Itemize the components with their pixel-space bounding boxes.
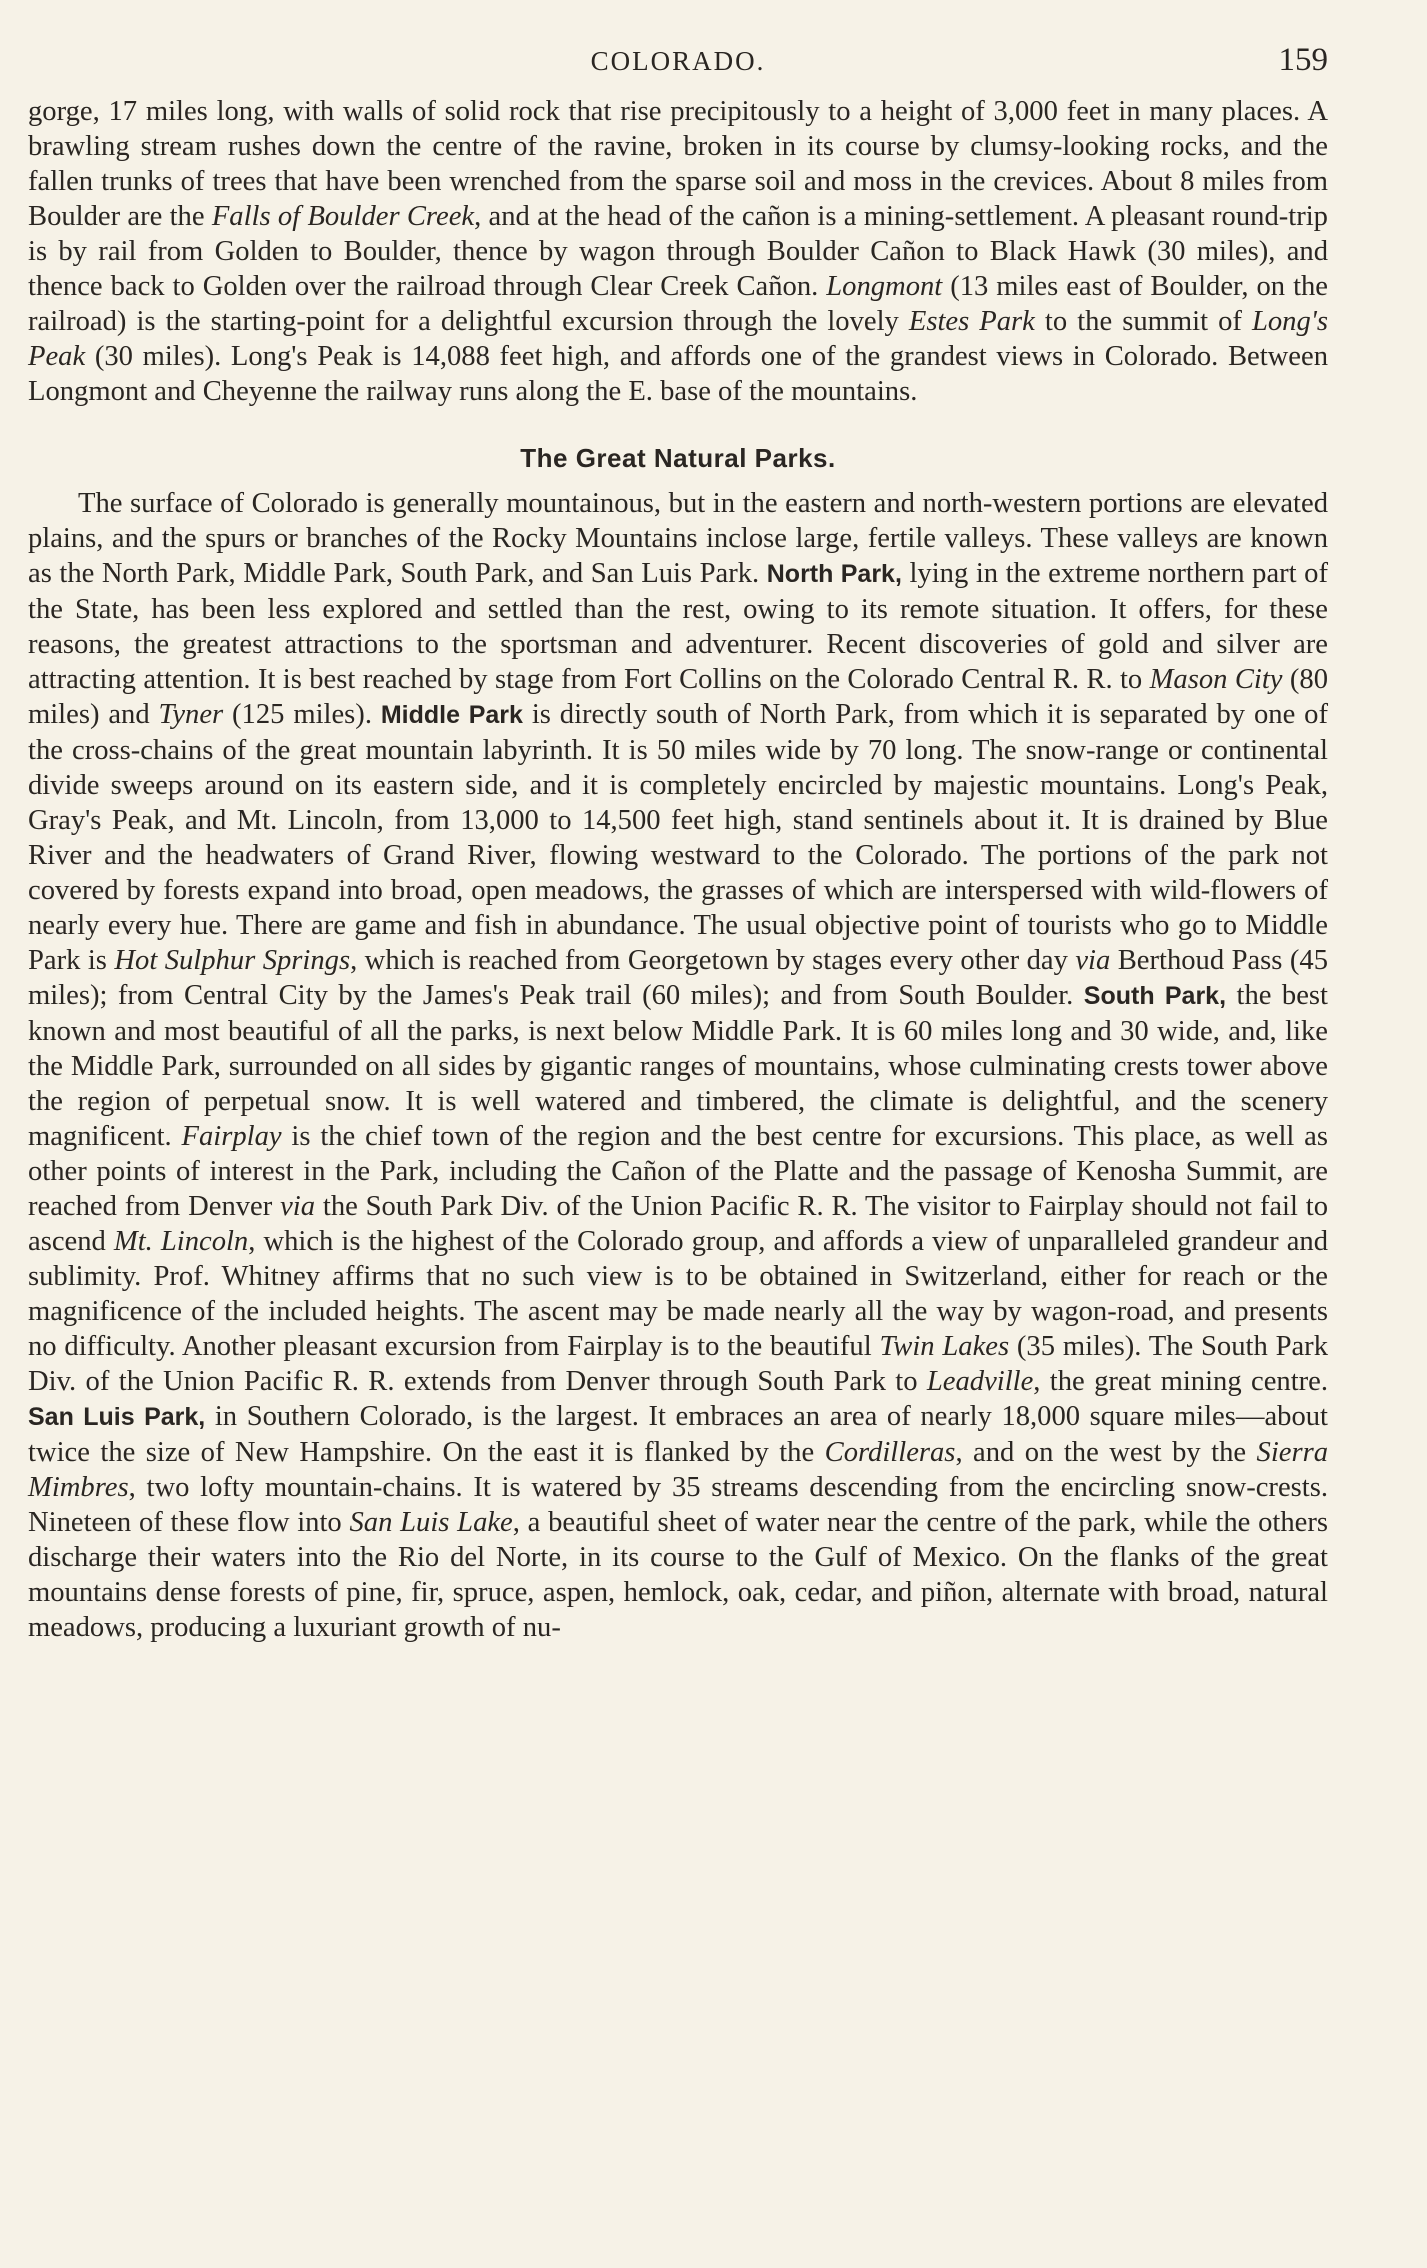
text-run: , the great mining centre. xyxy=(1033,1366,1328,1397)
italic-place-name: Sierra Mimbres xyxy=(28,1437,1328,1503)
text-run: , which is the highest of the Colorado group, and affords a view of unparalleled grandeur and sublimity. Prof. Whitney affirms that no such view is to be obtained in Switzerland, either for reach or the magnificence of the included heights. The ascent may be made nearly all the way by wagon-road, and presents no difficulty. Another pleasant excursion from Fairplay is to the beautiful xyxy=(28,1226,1329,1362)
text-run: , which is reached from Georgetown by stages every other day xyxy=(350,945,1076,976)
bold-park-name: North Park, xyxy=(766,560,902,588)
italic-place-name: Longmont xyxy=(826,271,943,302)
text-run: to the summit of xyxy=(1034,306,1252,337)
text-run: , and on the west by the xyxy=(955,1437,1257,1468)
text-run: (35 miles). The South Park Div. of the Union Pacific R. R. extends from Denver through South Park to xyxy=(28,1331,1328,1397)
italic-place-name: Mt. Lincoln xyxy=(113,1226,249,1257)
section-heading: The Great Natural Parks. xyxy=(520,443,836,473)
text-run: gorge, 17 miles long, with walls of solid rock that rise precipitously to a height of 3,000 feet in many places. A brawling stream rushes down the centre of the ravine, broken in its course by clumsy-looking rocks, and the fallen trunks of trees that have been wrenched from the sparse soil and moss in the crevices. About 8 miles from Boulder are the xyxy=(28,96,1328,232)
text-run: , and at the head of the cañon is a mining-settlement. A pleasant round-trip is by rail from Golden to Boulder, thence by wagon through Boulder Cañon to Black Hawk (30 miles), and thence back to Golden over the railroad through Clear Creek Cañon. xyxy=(28,201,1328,302)
text-run: in Southern Colorado, is the largest. It embraces an area of nearly 18,000 square miles—about twice the size of New Hampshire. On the east it is flanked by the xyxy=(28,1401,1328,1468)
italic-place-name: Twin Lakes xyxy=(879,1331,1010,1362)
text-run: is directly south of North Park, from which it is separated by one of the cross-chains of the great mountain labyrinth. It is 50 miles wide by 70 long. The snow-range or continental divide sweeps around on its eastern side, and it is completely encircled by majestic mountains. Long's Peak, Gray's Peak, and Mt. Lincoln, from 13,000 to 14,500 feet high, stand sentinels about it. It is drained by Blue River and the headwaters of Grand River, flowing westward to the Colorado. The portions of the park not covered by forests expand into broad, open meadows, the grasses of which are interspersed with wild-flowers of nearly every hue. There are game and fish in abundance. The usual objective point of tourists who go to Middle Park is xyxy=(28,699,1328,976)
paragraph-boulder-canon xyxy=(28,94,1328,409)
bold-park-name: San Luis Park, xyxy=(28,1403,206,1431)
italic-place-name: Tyner xyxy=(158,699,224,730)
text-run: The surface of Colorado is generally mountainous, but in the eastern and north-western portions are elevated plains, and the spurs or branches of the Rocky Mountains inclose large, fertile valleys. These valleys are known as the North Park, Middle Park, South Park, and San Luis Park. xyxy=(28,488,1328,589)
italic-word: via xyxy=(1075,945,1111,976)
italic-place-name: Fairplay xyxy=(181,1121,282,1152)
text-run: , two lofty mountain-chains. It is watered by 35 streams descending from the encircling snow-crests. Nineteen of these flow into xyxy=(28,1472,1328,1538)
running-head: COLORADO. xyxy=(590,46,766,76)
page-number: 159 xyxy=(1278,42,1328,78)
italic-place-name: Falls of Boulder Creek xyxy=(211,201,475,232)
book-page xyxy=(28,36,1328,1645)
text-run: , a beautiful sheet of water near the centre of the park, while the others discharge their waters into the Rio del Norte, in its course to the Gulf of Mexico. On the flanks of the great mountains dense forests of pine, fir, spruce, aspen, hemlock, oak, cedar, and piñon, alternate with broad, natural meadows, producing a luxuriant growth of nu- xyxy=(28,1507,1328,1643)
text-run: the best known and most beautiful of all the parks, is next below Middle Park. It is 60 miles long and 30 wide, and, like the Middle Park, surrounded on all sides by gigantic ranges of mountains, whose culminating crests tower above the region of perpetual snow. It is well watered and timbered, the climate is delightful, and the scenery magnificent. xyxy=(28,980,1328,1152)
text-run: Berthoud Pass (45 miles); from Central City by the James's Peak trail (60 miles); and from South Boulder. xyxy=(28,945,1328,1011)
italic-word: via xyxy=(280,1191,316,1222)
page-header xyxy=(28,36,1328,94)
text-run: (30 miles). Long's Peak is 14,088 feet high, and affords one of the grandest views in Colorado. Between Longmont and Cheyenne the railway runs along the E. base of the mountains. xyxy=(28,341,1328,407)
italic-place-name: Mason City xyxy=(1149,664,1283,695)
bold-park-name: South Park, xyxy=(1083,982,1227,1010)
text-run: (80 miles) and xyxy=(28,664,1329,730)
text-run: (125 miles). xyxy=(223,699,381,730)
text-run: is the chief town of the region and the best centre for excursions. This place, as well as other points of interest in the Park, including the Cañon of the Platte and the passage of Kenosha Summit, are reached from Denver xyxy=(28,1121,1328,1222)
italic-place-name: Cordilleras xyxy=(824,1437,956,1468)
text-run: the South Park Div. of the Union Pacific R. R. The visitor to Fairplay should not fail to ascend xyxy=(28,1191,1328,1257)
italic-place-name: Estes Park xyxy=(908,306,1035,337)
italic-place-name: San Luis Lake xyxy=(349,1507,513,1538)
text-run: lying in the extreme northern part of the State, has been less explored and settled than the rest, owing to its remote situation. It offers, for these reasons, the greatest attractions to the sportsman and adventurer. Recent discoveries of gold and silver are attracting attention. It is best reached by stage from Fort Collins on the Colorado Central R. R. to xyxy=(28,558,1328,695)
text-run: (13 miles east of Boulder, on the railroad) is the starting-point for a delightful excursion through the lovely xyxy=(28,271,1328,337)
italic-place-name: Leadville xyxy=(926,1366,1034,1397)
bold-park-name: Middle Park xyxy=(380,701,523,729)
italic-place-name: Long's Peak xyxy=(28,306,1328,372)
italic-place-name: Hot Sulphur Springs xyxy=(114,945,351,976)
paragraph-natural-parks xyxy=(28,486,1328,1645)
